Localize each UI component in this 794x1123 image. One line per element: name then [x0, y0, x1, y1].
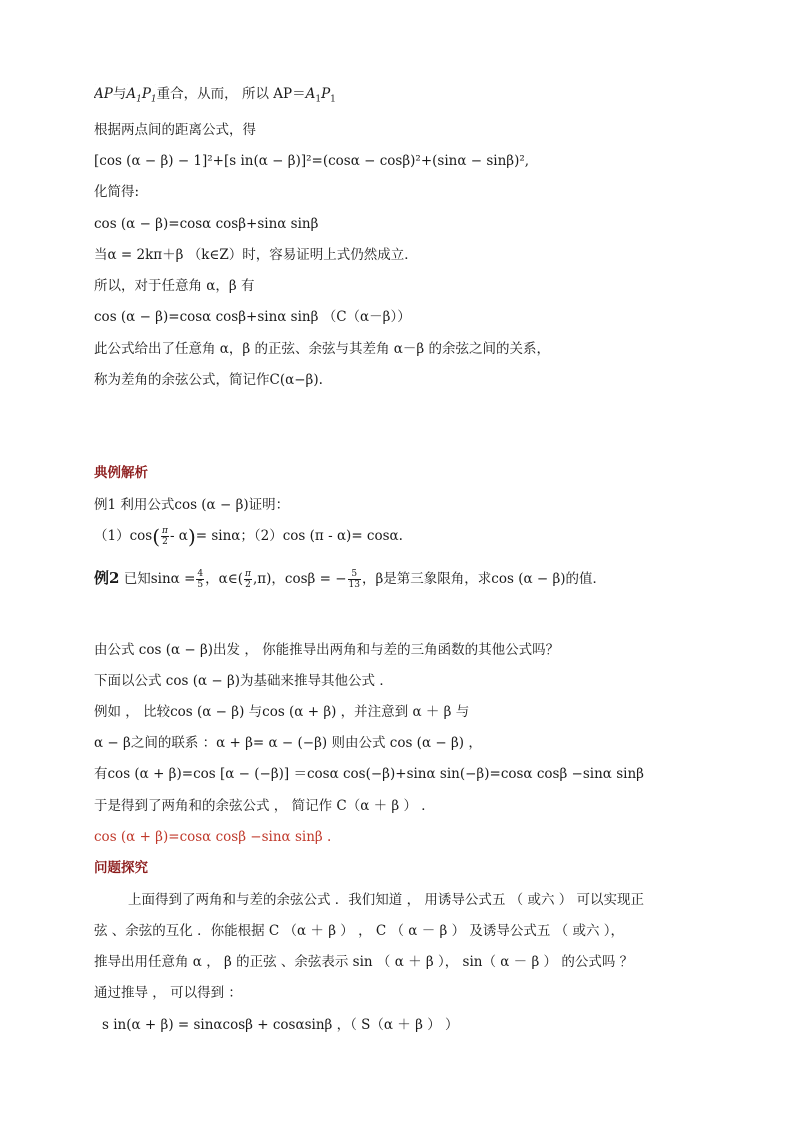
text-line: 于是得到了两角和的余弦公式 ， 简记作 C（α ＋ β ） ． [94, 798, 435, 814]
formula-cos-sum: cos (α + β)=cosα cosβ −sinα sinβ . [94, 829, 332, 845]
text-line: 根据两点间的距离公式，得 [94, 122, 256, 138]
formula-cos-diff: cos (α − β)=cosα cosβ+sinα sinβ [94, 216, 319, 232]
example-2: 例2 已知sinα = $\frac{4}{5}$ ，α∈( $\frac{\pi}{2}$ ,π)，cosβ = − $\frac{5}{13}$ ，β是第三象限角，求cos (α − β)的值． [94, 569, 607, 590]
text-line: 所以，对于任意角 α，β 有 [94, 278, 255, 294]
text-line: 弦 、余弦的互化 ．你能根据 C （α ＋ β ） ， C （ α － β ） 及诱导公式五 （ 或六 ）， [94, 923, 624, 939]
formula-cos-diff-named: cos (α − β)=cosα cosβ+sinα sinβ （C（α－β）） [94, 309, 411, 325]
fraction-5-13: $\frac{5}{13}$ [348, 569, 360, 590]
text-line: 下面以公式 cos (α − β)为基础来推导其他公式 ． [94, 673, 393, 689]
text-line: 通过推导 ， 可以得到 ： [94, 985, 242, 1001]
example-1-parts: （1）cos( $\frac{\pi}{2}$ - α)= sinα；（2）cos (π - α)= cosα. [94, 526, 403, 549]
text-line: α − β之间的联系 ：α + β= α − (−β) 则由公式 cos (α − β) ， [94, 735, 482, 751]
example-1: 例1 利用公式cos (α − β)证明： [94, 497, 290, 513]
formula-sin-sum: s in(α + β) = sinαcosβ + cosαsinβ ，（ S（α ＋ β ） ） [102, 1017, 459, 1033]
text-line: 由公式 cos (α − β)出发 ， 你能推导出两角和与差的三角函数的其他公式吗？ [94, 642, 560, 658]
text-line-arc-equality: AP与$A_1P_1$重合，从而， 所以 $AP=A_1P_1$ [94, 86, 336, 104]
fraction-pi-over-2: $\frac{\pi}{2}$ [162, 526, 168, 547]
text-line: 化简得: [94, 184, 140, 200]
fraction-4-5: $\frac{4}{5}$ [197, 569, 204, 590]
text-line: 此公式给出了任意角 α，β 的正弦、余弦与其差角 α－β 的余弦之间的关系， [94, 341, 551, 357]
text-line: 例如 ， 比较cos (α − β) 与cos (α + β) ，并注意到 α ＋ β 与 [94, 704, 470, 720]
text-line: 称为差角的余弦公式，简记作C(α−β). [94, 372, 323, 388]
arc-ap: AP [94, 86, 113, 102]
text-line: 当α = 2kπ＋β （k∈Z）时，容易证明上式仍然成立． [94, 247, 418, 263]
fraction-pi-2: $\frac{\pi}{2}$ [245, 569, 251, 590]
text-line: 上面得到了两角和与差的余弦公式 ．我们知道 ， 用诱导公式五 （ 或六 ） 可以实现正 [128, 892, 645, 908]
section-heading-examples: 典例解析 [94, 465, 148, 481]
text-line: 推导出用任意角 α ， β 的正弦 、余弦表示 sin （ α ＋ β ）， sin（ α － β ） 的公式吗 ？ [94, 954, 634, 970]
formula-cos-sum-derivation: 有cos (α + β)=cos [α − (−β)] ＝cosα cos(−β)+sinα sin(−β)=cosα cosβ −sinα sinβ [94, 766, 644, 782]
formula-distance: [cos (α − β) − 1]²+[s in(α − β)]²=(cosα − cosβ)²+(sinα − sinβ)², [94, 153, 530, 169]
section-heading-exploration: 问题探究 [94, 860, 148, 876]
arc-a1p1: $A_1P_1$ [126, 86, 157, 104]
